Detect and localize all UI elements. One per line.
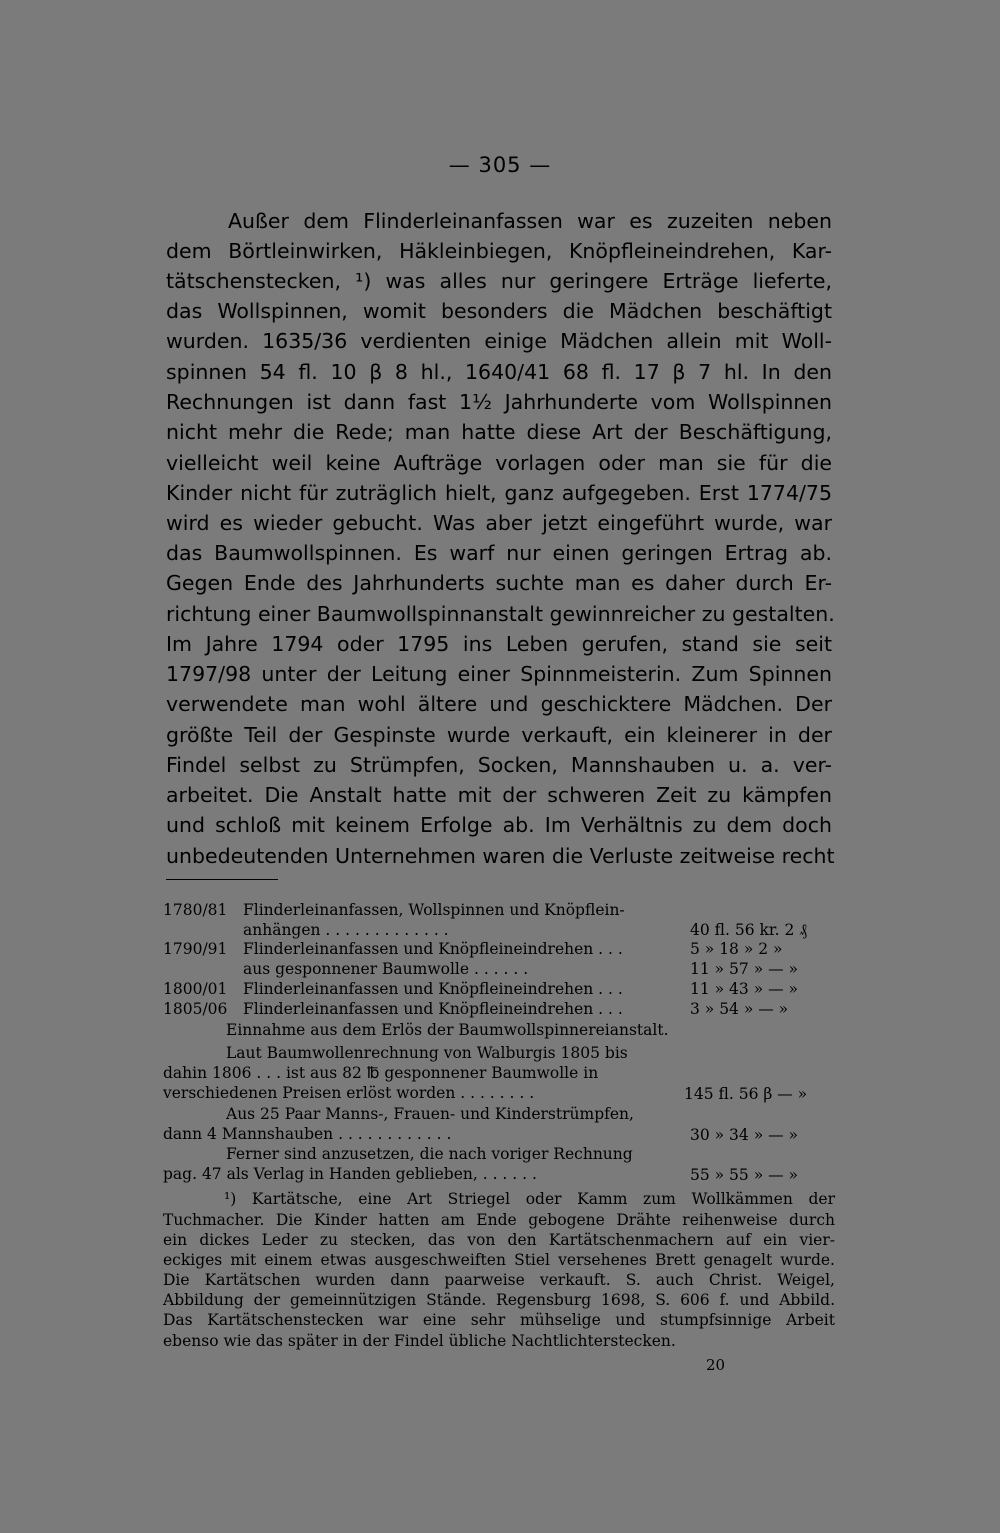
row-label: Flinderleinanfassen und Knöpfleineindrehen . . . <box>243 940 623 958</box>
body-line: wurden. 1635/36 verdienten einige Mädchen allein mit Woll- <box>166 329 832 353</box>
footnote-line: Abbildung der gemeinnützigen Stände. Regensburg 1698, S. 606 f. und Abbild. <box>163 1291 835 1309</box>
body-line: spinnen 54 fl. 10 β 8 hl., 1640/41 68 fl. 17 β 7 hl. In den <box>166 360 832 384</box>
body-line: Außer dem Flinderleinanfassen war es zuzeiten neben <box>228 209 832 233</box>
footnote-line: Die Kartätschen wurden dann paarweise verkauft. S. auch Christ. Weigel, <box>163 1271 835 1289</box>
row-label: anhängen . . . . . . . . . . . . . <box>243 921 449 939</box>
signature-mark: 20 <box>706 1356 726 1374</box>
body-line: wird es wieder gebucht. Was aber jetzt eingeführt wurde, war <box>166 511 832 535</box>
row-label: Flinderleinanfassen, Wollspinnen und Knöpflein- <box>243 901 625 919</box>
row-amount: 55 » 55 » — » <box>690 1166 799 1184</box>
body-line: größte Teil der Gespinste wurde verkauft, ein kleinerer in der <box>166 723 832 747</box>
footnote-divider <box>166 879 278 880</box>
row-year: 1805/06 <box>163 1000 228 1018</box>
row-label: Ferner sind anzusetzen, die nach voriger Rechnung <box>226 1145 633 1163</box>
row-label: Flinderleinanfassen und Knöpfleineindrehen . . . <box>243 980 623 998</box>
body-line: tätschenstecken, ¹) was alles nur geringere Erträge lieferte, <box>166 269 832 293</box>
body-line: das Wollspinnen, womit besonders die Mädchen beschäftigt <box>166 299 832 323</box>
body-line: richtung einer Baumwollspinnanstalt gewinnreicher zu gestalten. <box>166 602 835 626</box>
row-label: aus gesponnener Baumwolle . . . . . . <box>243 960 529 978</box>
body-line: Gegen Ende des Jahrhunderts suchte man es daher durch Er- <box>166 571 832 595</box>
body-line: das Baumwollspinnen. Es warf nur einen geringen Ertrag ab. <box>166 541 832 565</box>
body-line: und schloß mit keinem Erfolge ab. Im Verhältnis zu dem doch <box>166 813 832 837</box>
body-line: Findel selbst zu Strümpfen, Socken, Mannshauben u. a. ver- <box>166 753 832 777</box>
row-label: verschiedenen Preisen erlöst worden . . . . . . . . <box>163 1084 535 1102</box>
body-line: verwendete man wohl ältere und geschicktere Mädchen. Der <box>166 692 832 716</box>
footnote-line: Das Kartätschenstecken war eine sehr mühselige und stumpfsinnige Arbeit <box>163 1311 835 1329</box>
body-line: Rechnungen ist dann fast 1½ Jahrhunderte vom Wollspinnen <box>166 390 832 414</box>
row-amount: 30 » 34 » — » <box>690 1126 799 1144</box>
footnote-line: ¹) Kartätsche, eine Art Striegel oder Kamm zum Wollkämmen der <box>224 1190 835 1208</box>
row-amount: 145 fl. 56 β — » <box>684 1085 808 1103</box>
row-amount: 40 fl. 56 kr. 2 ₰ <box>690 921 807 939</box>
row-amount: 5 » 18 » 2 » <box>690 940 783 958</box>
row-label: Flinderleinanfassen und Knöpfleineindrehen . . . <box>243 1000 623 1018</box>
row-year: 1790/91 <box>163 940 228 958</box>
body-line: vielleicht weil keine Aufträge vorlagen oder man sie für die <box>166 451 832 475</box>
row-label: Aus 25 Paar Manns-, Frauen- und Kinderstrümpfen, <box>226 1105 634 1123</box>
body-line: arbeitet. Die Anstalt hatte mit der schweren Zeit zu kämpfen <box>166 783 832 807</box>
footnote-line: ebenso wie das später in der Findel übliche Nachtlichterstecken. <box>163 1332 676 1350</box>
row-year: 1780/81 <box>163 901 228 919</box>
row-label: pag. 47 als Verlag in Handen geblieben, . . . . . . <box>163 1165 537 1183</box>
row-year: 1800/01 <box>163 980 228 998</box>
row-amount: 3 » 54 » — » <box>690 1000 789 1018</box>
page-number: — 305 — <box>448 153 552 177</box>
row-label: Laut Baumwollenrechnung von Walburgis 1805 bis <box>226 1044 628 1062</box>
footnote-line: Tuchmacher. Die Kinder hatten am Ende gebogene Drähte reihenweise durch <box>163 1211 835 1229</box>
body-line: 1797/98 unter der Leitung einer Spinnmeisterin. Zum Spinnen <box>166 662 832 686</box>
footnote-line: eckiges mit einem etwas ausgeschweiften Stiel versehenes Brett genagelt wurde. <box>163 1251 835 1269</box>
footnote-line: ein dickes Leder zu stecken, das von den Kartätschenmachern auf ein vier- <box>163 1231 835 1249</box>
body-line: nicht mehr die Rede; man hatte diese Art der Beschäftigung, <box>166 420 832 444</box>
row-label: dahin 1806 . . . ist aus 82 ℔ gesponnener Baumwolle in <box>163 1064 599 1082</box>
row-amount: 11 » 57 » — » <box>690 960 799 978</box>
body-line: Im Jahre 1794 oder 1795 ins Leben gerufen, stand sie seit <box>166 632 832 656</box>
body-line: dem Börtleinwirken, Häkleinbiegen, Knöpfleineindrehen, Kar- <box>166 239 832 263</box>
section-heading: Einnahme aus dem Erlös der Baumwollspinnereianstalt. <box>226 1021 669 1039</box>
row-amount: 11 » 43 » — » <box>690 980 799 998</box>
row-label: dann 4 Mannshauben . . . . . . . . . . . . <box>163 1125 452 1143</box>
body-line: Kinder nicht für zuträglich hielt, ganz aufgegeben. Erst 1774/75 <box>166 481 832 505</box>
body-line: unbedeutenden Unternehmen waren die Verluste zeitweise recht <box>166 844 835 868</box>
